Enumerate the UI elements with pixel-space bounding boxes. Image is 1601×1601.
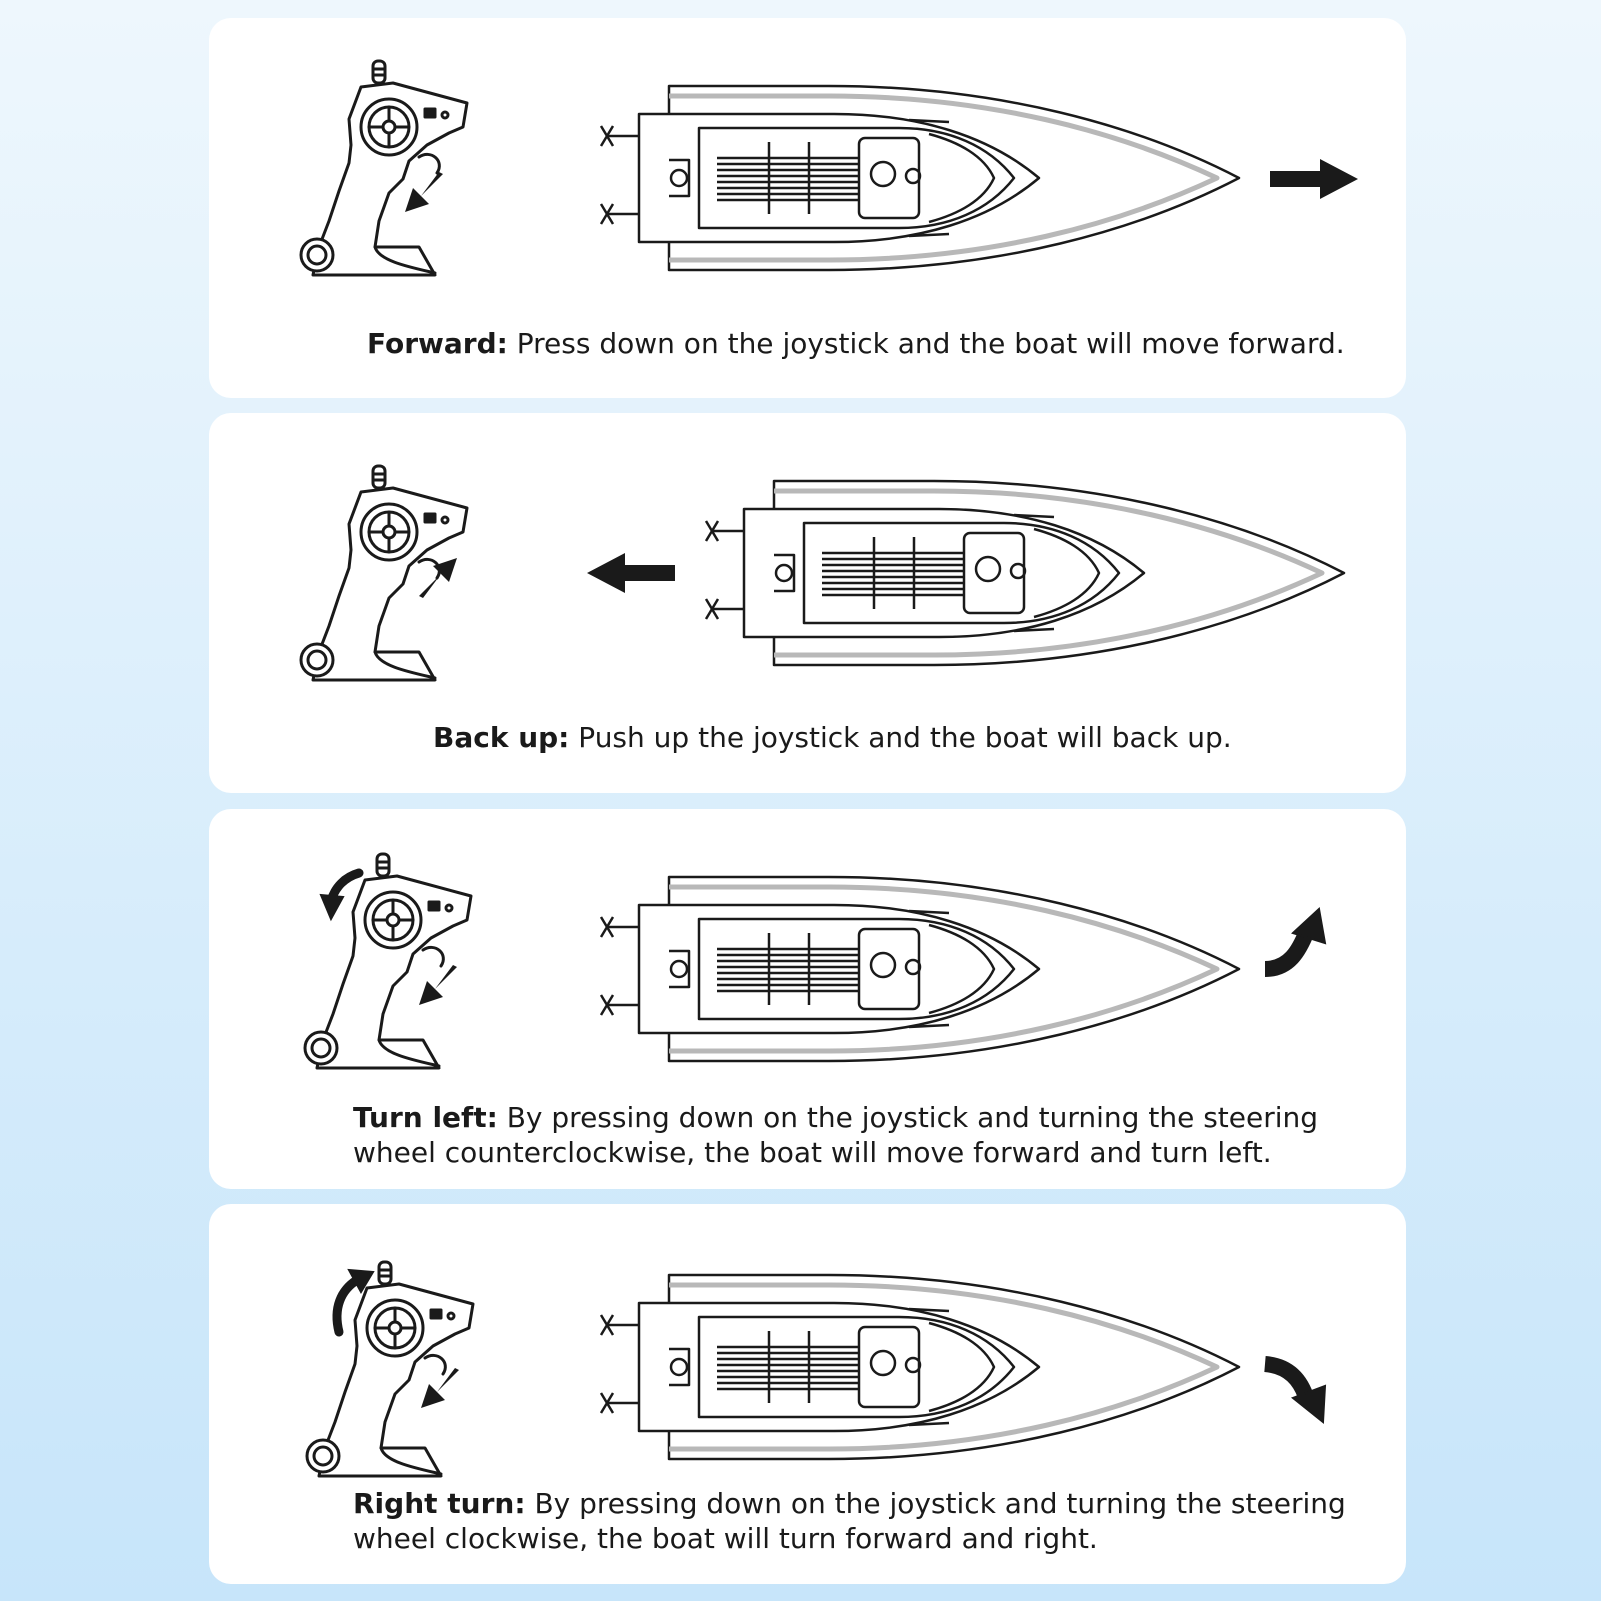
caption-text-line2: wheel counterclockwise, the boat will move forward and turn left. [353,1136,1272,1169]
step-panel-turn-left [209,809,1406,1189]
caption-title: Turn left: [353,1101,498,1134]
direction-arrow-icon [1265,909,1325,969]
boat-icon [601,86,1239,270]
caption-text: Push up the joystick and the boat will back up. [578,721,1232,754]
direction-arrow-icon [587,553,675,593]
trigger-arrow-icon [405,172,443,212]
step-panel-forward [209,18,1406,398]
remote-controller-icon [307,1262,473,1476]
caption-title: Right turn: [353,1487,526,1520]
trigger-arrow-icon [419,965,457,1005]
boat-icon [601,877,1239,1061]
right-turn-caption [353,1486,1346,1556]
caption-text-line2: wheel clockwise, the boat will turn forward and right. [353,1522,1098,1555]
caption-title: Back up: [433,721,570,754]
caption-text: Press down on the joystick and the boat will move forward. [516,327,1345,360]
forward-caption [367,326,1345,361]
caption-title: Forward: [367,327,508,360]
step-panel-right-turn [209,1204,1406,1584]
trigger-arrow-icon [421,1368,459,1408]
boat-icon [706,481,1344,665]
direction-arrow-icon [1270,159,1358,199]
step-panel-back-up [209,413,1406,793]
remote-controller-icon [301,61,467,275]
caption-text: By pressing down on the joystick and turning the steering [506,1101,1319,1134]
remote-controller-icon [305,854,471,1068]
boat-icon [601,1275,1239,1459]
caption-text: By pressing down on the joystick and turning the steering [534,1487,1346,1520]
turn-left-caption [353,1100,1318,1170]
back-up-caption [433,720,1232,755]
direction-arrow-icon [1265,1364,1325,1422]
